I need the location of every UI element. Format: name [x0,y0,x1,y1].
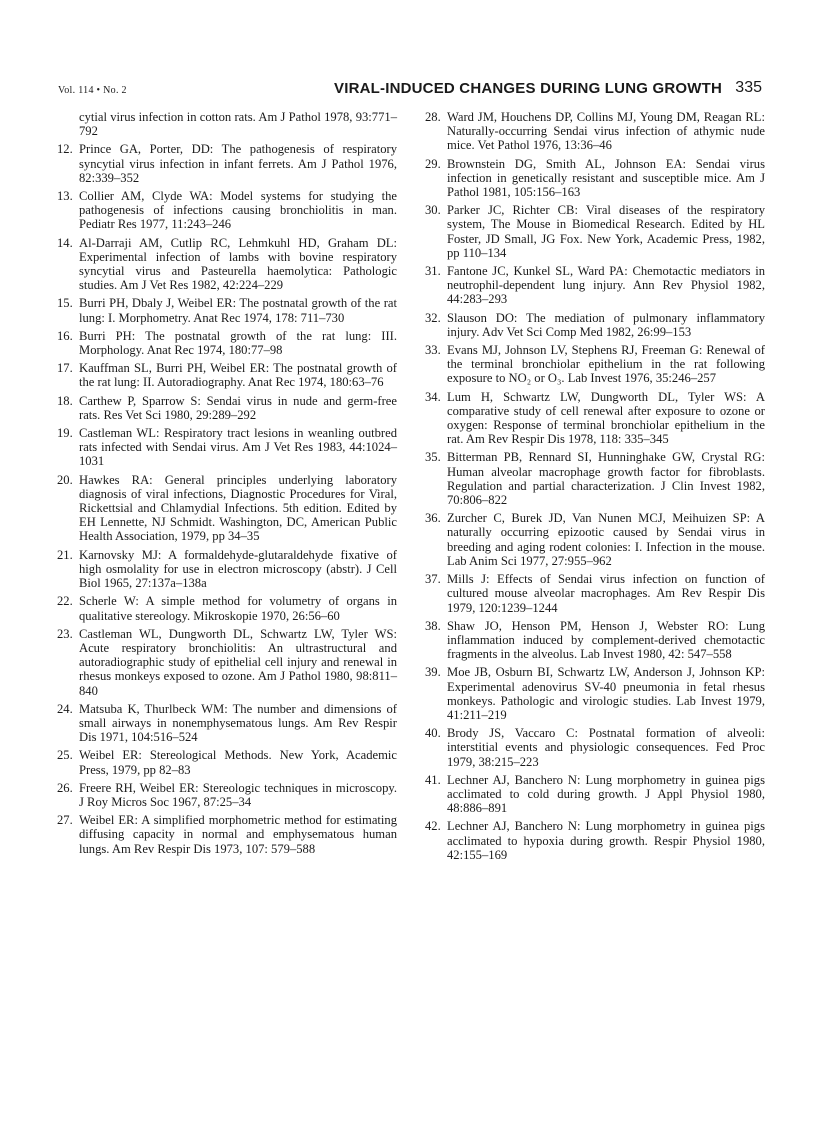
page-number: 335 [735,79,762,96]
reference-number: 34. [425,389,441,404]
reference-text: Brody JS, Vaccaro C: Postnatal formation of alveoli: interstitial events and physiologic consequences. Fed Proc 1979, 38:215–223 [447,726,765,769]
reference-text: Shaw JO, Henson PM, Henson J, Webster RO: Lung inflammation induced by complement-derived chemotactic fragments in the alveolus. Lab Invest 1980, 42: 547–558 [447,618,765,662]
reference-number: 38. [425,618,441,633]
reference-item [425,619,765,662]
reference-item [57,296,397,324]
reference-item [425,157,765,200]
reference-number: 23. [57,626,73,641]
reference-item [57,813,397,856]
reference-text: Weibel ER: Stereological Methods. New York, Academic Press, 1979, pp 82–83 [79,748,397,777]
reference-text: Kauffman SL, Burri PH, Weibel ER: The postnatal growth of the rat lung: II. Autoradiography. Anat Rec 1974, 180:63–76 [79,361,397,390]
reference-item [57,426,397,469]
reference-text: Slauson DO: The mediation of pulmonary inflammatory injury. Adv Vet Sci Comp Med 1982, 26:99–153 [447,310,765,339]
reference-item [425,726,765,769]
reference-item [425,343,765,386]
reference-text: Al-Darraji AM, Cutlip RC, Lehmkuhl HD, Graham DL: Experimental infection of lambs with bovine respiratory syncytial virus and Pasteurella haemolytica: Pathologic studies. Am J Vet Res 1982, 42:224–229 [79,235,397,293]
reference-text: Evans MJ, Johnson LV, Stephens RJ, Freeman G: Renewal of the terminal bronchiolar epithelium in the rat following exposure to NO₂ or O₃. Lab Invest 1976, 35:246–257 [447,343,765,386]
reference-text: Burri PH: The postnatal growth of the rat lung: III. Morphology. Anat Rec 1974, 180:77–98 [79,328,397,358]
reference-text: Moe JB, Osburn BI, Schwartz LW, Anderson J, Johnson KP: Experimental adenovirus SV-40 pneumonia in fetal rhesus monkeys. Pathologic and virologic studies. Lab Invest 1979, 41:211–219 [447,665,765,722]
reference-number: 24. [57,701,73,716]
reference-column-left [57,110,397,860]
reference-number: 41. [425,772,441,787]
reference-number: 36. [425,511,441,526]
reference-item [57,142,397,185]
reference-item [57,394,397,422]
reference-text: Weibel ER: A simplified morphometric method for estimating diffusing capacity in normal and emphysematous human lungs. Am Rev Respir Dis 1973, 107: 579–588 [79,813,397,856]
reference-text: Hawkes RA: General principles underlying laboratory diagnosis of viral infections, Diagnostic Procedures for Viral, Rickettsial and Chlamydial Infections. 5th edition. Edited by EH Lennette, NJ Schmidt. Washington, DC, American Public Health Association, 1979, pp 34–35 [79,472,397,544]
reference-item [425,572,765,615]
reference-number: 13. [57,189,73,204]
reference-number: 29. [425,156,441,171]
reference-item [57,329,397,357]
reference-number: 39. [425,665,441,680]
reference-text: Castleman WL: Respiratory tract lesions in weanling outbred rats infected with Sendai virus. Am J Vet Res 1983, 44:1024–1031 [79,426,397,469]
page-header [58,80,762,102]
reference-number: 31. [425,264,441,279]
reference-column-right [425,110,765,866]
reference-item [425,773,765,816]
reference-text: Lechner AJ, Banchero N: Lung morphometry in guinea pigs acclimated to cold during growth. J Appl Physiol 1980, 48:886–891 [447,772,765,816]
reference-text: Karnovsky MJ: A formaldehyde-glutaraldehyde fixative of high osmolality for use in electron microscopy (abstr). J Cell Biol 1965, 27:137a–138a [79,547,397,591]
reference-text: Prince GA, Porter, DD: The pathogenesis of respiratory syncytial virus infection in infant ferrets. Am J Pathol 1976, 82:339–352 [79,142,397,185]
reference-text: Mills J: Effects of Sendai virus infection on function of cultured mouse alveolar macrophages. Am Rev Respir Dis 1979, 120:1239–1244 [447,572,765,615]
reference-item [425,311,765,339]
reference-text: Lum H, Schwartz LW, Dungworth DL, Tyler WS: A comparative study of cell renewal after exposure to ozone or oxygen: Response of terminal bronchiolar epithelium in the rat. Am Rev Respir Dis 1978, 118: 335–345 [447,389,765,447]
reference-number: 25. [57,748,73,763]
reference-item [425,819,765,862]
reference-number: 17. [57,361,73,376]
reference-number: 20. [57,472,73,487]
reference-number: 40. [425,726,441,741]
reference-item [57,748,397,776]
reference-number: 21. [57,547,73,562]
reference-item [57,548,397,591]
reference-text: Matsuba K, Thurlbeck WM: The number and dimensions of small airways in nonemphysematous lungs. Am Rev Respir Dis 1971, 104:516–524 [79,701,397,745]
reference-text: Collier AM, Clyde WA: Model systems for studying the pathogenesis of infections causing bronchiolitis in man. Pediatr Res 1977, 11:243–246 [79,189,397,232]
reference-item [425,390,765,447]
reference-number: 35. [425,450,441,465]
reference-number: 42. [425,819,441,834]
reference-text: Brownstein DG, Smith AL, Johnson EA: Sendai virus infection in genetically resistant and susceptible mice. Am J Pathol 1981, 105:156–163 [447,156,765,200]
reference-number: 19. [57,426,73,441]
reference-text: Bitterman PB, Rennard SI, Hunninghake GW, Crystal RG: Human alveolar macrophage growth factor for fibroblasts. Regulation and partial characterization. J Clin Invest 1982, 70:806–822 [447,450,765,508]
reference-number: 27. [57,813,73,828]
reference-text: Lechner AJ, Banchero N: Lung morphometry in guinea pigs acclimated to hypoxia during growth. Respir Physiol 1980, 42:155–169 [447,819,765,862]
reference-item [425,511,765,568]
reference-text: Fantone JC, Kunkel SL, Ward PA: Chemotactic mediators in neutrophil-dependent lung injury. Ann Rev Physiol 1982, 44:283–293 [447,264,765,307]
reference-number: 32. [425,310,441,325]
reference-text: Freere RH, Weibel ER: Stereologic techniques in microscopy. J Roy Micros Soc 1967, 87:25–34 [79,780,397,809]
reference-item [57,702,397,745]
reference-number: 14. [57,235,73,250]
reference-item [57,473,397,544]
reference-text: Parker JC, Richter CB: Viral diseases of the respiratory system, The Mouse in Biomedical Research. Edited by HL Foster, JD Small, JG Fox. New York, Academic Press, 1982, pp 110–134 [447,203,765,260]
reference-number: 12. [57,142,73,157]
reference-number: 28. [425,110,441,124]
reference-text: Castleman WL, Dungworth DL, Schwartz LW, Tyler WS: Acute respiratory bronchiolitis: An ultrastructural and autoradiographic study of epithelial cell injury and renewal in rhesus monkeys exposed to ozone. Am J Pathol 1980, 98:811–840 [79,626,397,698]
reference-text: Burri PH, Dbaly J, Weibel ER: The postnatal growth of the rat lung: I. Morphometry. Anat Rec 1974, 178: 711–730 [79,296,397,325]
reference-item [425,110,765,153]
reference-item [57,594,397,622]
reference-item [425,203,765,260]
reference-text: Zurcher C, Burek JD, Van Nunen MCJ, Meihuizen SP: A naturally occurring epizootic caused by Sendai virus in breeding and aging rodent colonies: I. Infection in the mouse. Lab Anim Sci 1977, 27:955–962 [447,511,765,568]
reference-item [57,781,397,809]
reference-number: 33. [425,343,441,358]
reference-item [425,450,765,507]
running-title: VIRAL-INDUCED CHANGES DURING LUNG GROWTH [334,80,722,97]
reference-item [425,264,765,307]
reference-text: Scherle W: A simple method for volumetry of organs in qualitative stereology. Mikroskopie 1970, 26:56–60 [79,594,397,623]
reference-number: 26. [57,780,73,795]
reference-number: 16. [57,328,73,343]
reference-number: 37. [425,572,441,587]
reference-continuation: cytial virus infection in cotton rats. Am J Pathol 1978, 93:771–792 [79,110,397,139]
reference-number: 22. [57,594,73,609]
reference-text: Carthew P, Sparrow S: Sendai virus in nude and germ-free rats. Res Vet Sci 1980, 29:289–292 [79,393,397,422]
reference-number: 30. [425,203,441,218]
reference-item [57,627,397,698]
reference-item [57,361,397,389]
reference-number: 15. [57,296,73,311]
reference-item [57,189,397,232]
reference-number: 18. [57,393,73,408]
reference-item [425,665,765,722]
volume-issue: Vol. 114 • No. 2 [58,85,127,96]
reference-text: Ward JM, Houchens DP, Collins MJ, Young DM, Reagan RL: Naturally-occurring Sendai virus infection of athymic nude mice. Vet Pathol 1976, 13:36–46 [447,110,765,153]
reference-item [57,236,397,293]
